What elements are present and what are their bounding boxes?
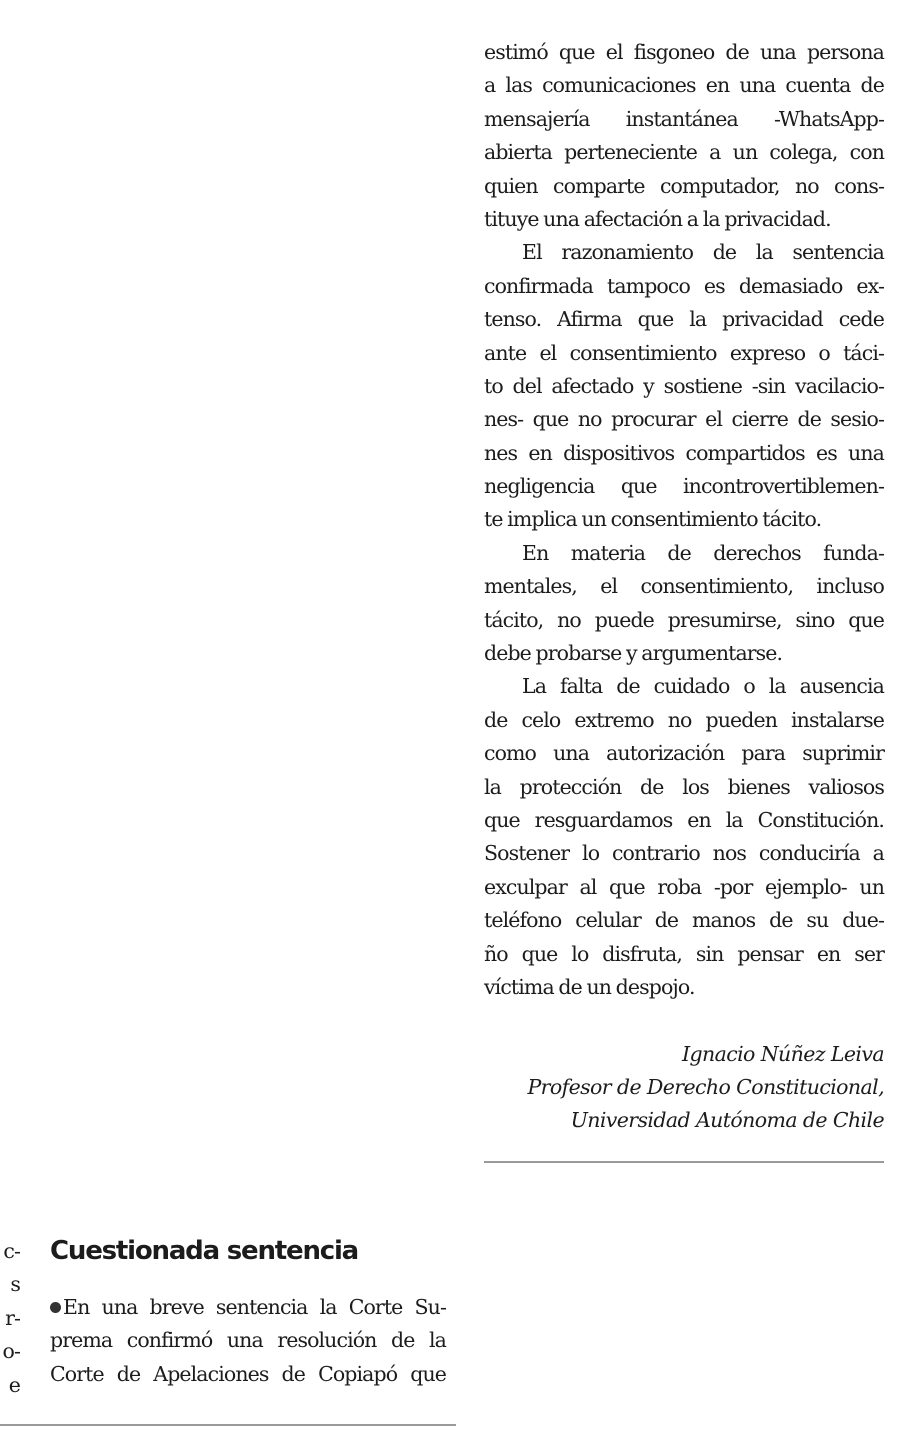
- author-title: Profesor de Derecho Constitucional,: [527, 1075, 884, 1099]
- box-line-text: En una breve sentencia la Corte Su-: [63, 1295, 446, 1319]
- body-line: la protección de los bienes valiosos: [484, 774, 884, 799]
- body-line: de celo extremo no pueden instalarse: [484, 707, 884, 732]
- fragment-line: r-: [5, 1305, 20, 1330]
- body-line: exculpar al que roba -por ejemplo- un: [484, 874, 884, 899]
- body-line: a las comunicaciones en una cuenta de: [484, 73, 884, 98]
- body-line: Sostener lo contrario nos conduciría a: [484, 841, 884, 866]
- body-line: El razonamiento de la sentencia: [522, 240, 884, 265]
- box-body: [50, 1291, 446, 1391]
- body-line: confirmada tampoco es demasiado ex-: [484, 273, 884, 298]
- author-institution: Universidad Autónoma de Chile: [570, 1108, 884, 1132]
- body-line: quien comparte computador, no cons-: [484, 173, 884, 198]
- body-line: negligencia que incontrovertiblemen-: [484, 474, 884, 499]
- box-line: [50, 1291, 446, 1324]
- left-column-fragment: [0, 1235, 20, 1402]
- body-line: abierta perteneciente a un colega, con: [484, 140, 884, 165]
- body-line: te implica un consentimiento tácito.: [484, 507, 822, 532]
- body-line: mentales, el consentimiento, incluso: [484, 574, 884, 599]
- paragraph-4: [484, 670, 884, 1004]
- fragment-line: s: [10, 1272, 20, 1297]
- body-line: nes en dispositivos compartidos es una: [484, 440, 884, 465]
- body-line: mensajería instantánea -WhatsApp-: [484, 106, 884, 131]
- article-body: [484, 36, 884, 1004]
- body-line: tenso. Afirma que la privacidad cede: [484, 307, 884, 332]
- body-line: teléfono celular de manos de su due-: [484, 908, 884, 933]
- body-line: La falta de cuidado o la ausencia: [522, 674, 884, 699]
- body-line: tácito, no puede presumirse, sino que: [484, 607, 884, 632]
- body-line: tituye una afectación a la privacidad.: [484, 206, 831, 231]
- author-name: Ignacio Núñez Leiva: [681, 1042, 884, 1066]
- bullet-icon: [50, 1302, 61, 1313]
- bottom-rule: [0, 1424, 456, 1426]
- fragment-line: c-: [3, 1239, 20, 1263]
- paragraph-3: [484, 537, 884, 671]
- fragment-line: e: [8, 1372, 20, 1397]
- author-signature: [484, 1038, 884, 1137]
- box-line: prema confirmó una resolución de la: [50, 1328, 446, 1353]
- paragraph-2: [484, 236, 884, 537]
- fragment-line: o-: [2, 1339, 20, 1364]
- column-divider-rule: [484, 1161, 884, 1163]
- body-line: to del afectado y sostiene -sin vacilacio-: [484, 373, 884, 398]
- body-line: como una autorización para suprimir: [484, 741, 884, 766]
- body-line: ante el consentimiento expreso o táci-: [484, 340, 884, 365]
- body-line: que resguardamos en la Constitución.: [484, 807, 884, 832]
- body-line: ño que lo disfruta, sin pensar en ser: [484, 941, 884, 966]
- body-line: víctima de un despojo.: [484, 974, 695, 999]
- body-line: nes- que no procurar el cierre de sesio-: [484, 407, 884, 432]
- paragraph-1: [484, 36, 884, 236]
- body-line: debe probarse y argumentarse.: [484, 641, 783, 666]
- body-line: En materia de derechos funda-: [522, 540, 884, 565]
- body-line: estimó que el fisgoneo de una persona: [484, 40, 884, 64]
- box-heading: Cuestionada sentencia: [50, 1236, 359, 1266]
- box-line: Corte de Apelaciones de Copiapó que: [50, 1361, 446, 1386]
